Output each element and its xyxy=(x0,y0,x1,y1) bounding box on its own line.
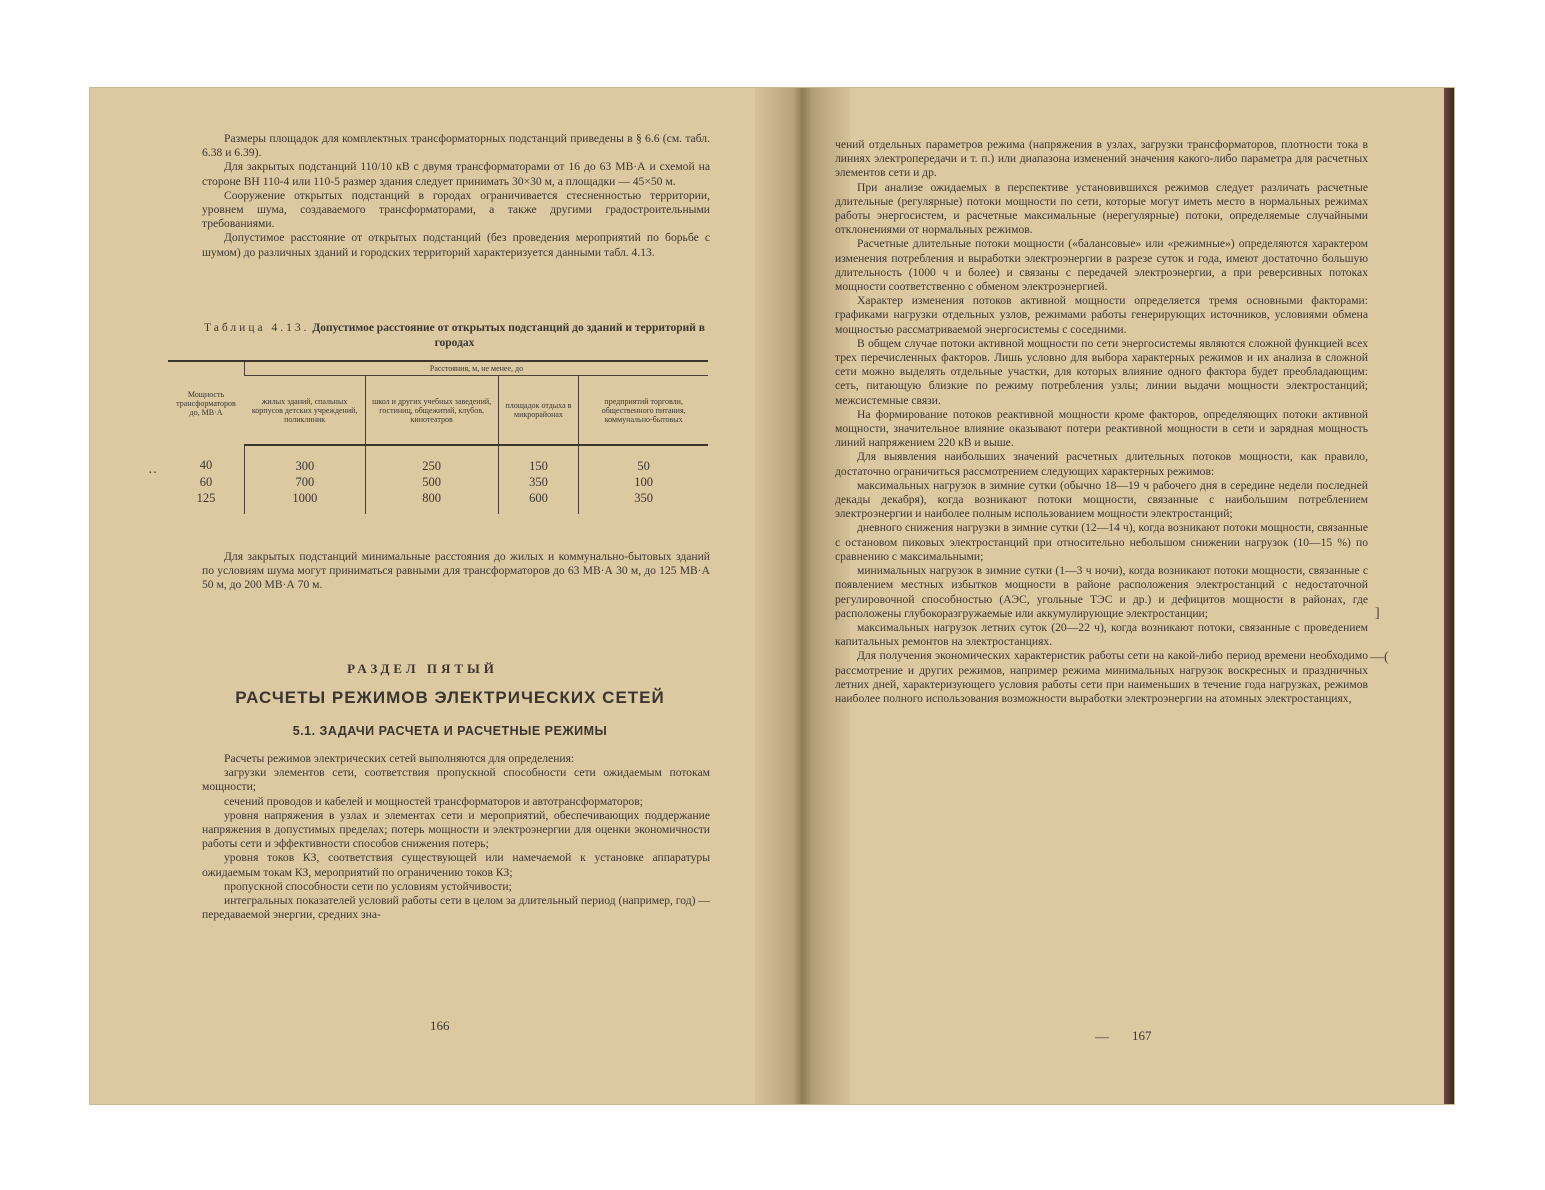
paragraph: максимальных нагрузок в зимние сутки (обычно 18—19 ч рабочего дня в середине недели последней декады декабря), когда возникают потоки мощности, связанные с наибольшим потреблением электроэнергии и наиболее полным использованием мощности электростанций; xyxy=(835,478,1368,521)
page-number: 166 xyxy=(430,1018,450,1033)
part-title: РАЗДЕЛ ПЯТЫЙ xyxy=(347,661,498,676)
table-cell: 40 xyxy=(199,458,213,472)
left-mid-text xyxy=(202,550,710,593)
table-cell: 125 xyxy=(196,491,216,505)
right-page xyxy=(835,88,1444,1104)
table-cell: 800 xyxy=(365,490,498,514)
table-cell: 250 xyxy=(365,445,498,474)
paragraph: На формирование потоков реактивной мощности кроме факторов, определяющих потоки активной мощности, значительное влияние оказывают потери реактивной мощности в сети и зарядная мощность линий напряжением 220 кВ и выше. xyxy=(835,407,1368,450)
paragraph: Допустимое расстояние от открытых подстанций (без проведения мероприятий по борьбе с шумом) до различных зданий и городских территорий характеризуется данными табл. 4.13. xyxy=(202,231,710,259)
margin-mark: ·· xyxy=(148,466,158,481)
table-caption xyxy=(202,321,707,351)
left-top-text xyxy=(202,132,710,260)
table-cell: 100 xyxy=(579,474,708,490)
list-item: пропускной способности сети по условиям устойчивости; xyxy=(224,879,512,893)
distance-table xyxy=(168,360,708,514)
paragraph: дневного снижения нагрузки в зимние сутки (12—14 ч), когда возникают потоки мощности, связанные с остановом пиковых электростанций при относительно небольшом снижении нагрузок (10—15 %) по сравнению с максимальными; xyxy=(835,521,1368,563)
table-cell: 500 xyxy=(365,474,498,490)
table-title: Допустимое расстояние от открытых подстанций до зданий и территорий в городах xyxy=(312,322,705,349)
paragraph: Для выявления наибольших значений расчетных длительных потоков мощности, как правило, достаточно ограничиться рассмотрением следующих характерных режимов: xyxy=(835,450,1368,478)
list-item: загрузки элементов сети, соответствия пропускной способности сети ожидаемым потокам мощности; xyxy=(202,766,710,794)
paragraph: Для закрытых подстанций 110/10 кВ с двумя трансформаторами от 16 до 63 МВ·А и схемой на стороне ВН 110-4 или 110-5 размер здания следует принимать 30×30 м, а площадки — 45×50 м. xyxy=(202,160,710,188)
book-edge xyxy=(1444,88,1454,1104)
paragraph: минимальных нагрузок в зимние сутки (1—3 ч ночи), когда возникают потоки мощности, связанные с появлением местных избытков мощности в районе расположения электростанций с недостаточной регулировочной способностью (АЭС, угольные ТЭС и др.) и дефицитов мощности в районах, где расположены глубокоразгружаемые или аккумулирующие электростанции; xyxy=(835,564,1368,620)
paragraph: Сооружение открытых подстанций в городах ограничивается стесненностью территории, уровнем шума, создаваемого трансформаторами, а также другими градостроительными требованиями. xyxy=(202,188,710,231)
margin-mark: —( xyxy=(1370,650,1389,665)
table-cell: 60 xyxy=(199,475,213,489)
table-header-col: школ и других учебных заведений, гостиниц, общежитий, клубов, кинотеатров xyxy=(365,376,498,446)
table-label: Таблица 4.13. xyxy=(204,322,310,334)
paragraph: Для закрытых подстанций минимальные расстояния до жилых и коммунально-бытовых зданий по условиям шума могут приниматься равными для трансформаторов до 63 МВ·А 30 м, до 125 МВ·А 50 м, до 200 МВ·А 70 м. xyxy=(202,550,710,592)
paragraph: Расчетные длительные потоки мощности («балансовые» или «режимные») определяются характером изменения потребления и выработки электроэнергии в разрезе суток и года, имеют достаточно большую длительность (1000 ч и более) и связаны с передачей электроэнергии, а при реверсивных потоках мощности соответственно с обменом электроэнергией. xyxy=(835,237,1368,294)
paragraph: максимальных нагрузок летних суток (20—22 ч), когда возникают потоки, связанные с проведением капитальных ремонтов на электростанциях. xyxy=(835,620,1368,649)
list-item: уровня токов КЗ, соответствия существующей или намечаемой к установке аппаратуры ожидаемым токам КЗ, мероприятий по ограничению токов КЗ; xyxy=(202,851,710,879)
table-row xyxy=(168,474,708,490)
table-row xyxy=(168,490,708,514)
margin-mark: — xyxy=(1095,1030,1109,1045)
table-header-col: предприятий торговли, общественного питания, коммунально-бытовых xyxy=(579,376,708,446)
section-title: РАСЧЕТЫ РЕЖИМОВ ЭЛЕКТРИЧЕСКИХ СЕТЕЙ xyxy=(235,688,665,707)
paragraph: Расчеты режимов электрических сетей выполняются для определения: xyxy=(224,752,575,765)
book-spread xyxy=(90,88,1454,1104)
table-cell: 1000 xyxy=(245,490,366,514)
list-item: уровня напряжения в узлах и элементах сети и мероприятий, обеспечивающих поддержание напряжения в допустимых пределах; потерь мощности и электроэнергии для оценки экономичности работы сети и эффективности способов снижения потерь; xyxy=(202,808,710,851)
paragraph: В общем случае потоки активной мощности по сети энергосистемы являются сложной функцией всех трех перечисленных факторов. Лишь условно для выбора характерных режимов и их анализа в сложной сети можно выделять отдельные участки, для которых влияние одного фактора будет преобладающим: сеть, питающую близкие по режиму потребления узлы; линии выдачи мощности электростанций; межсистемные связи. xyxy=(835,336,1368,407)
paragraph: Характер изменения потоков активной мощности определяется тремя основными факторами: графиками нагрузки отдельных узлов, режимами работы генерирующих источников, условиями обмена мощностью рассматриваемой энергосистемы с соседними. xyxy=(835,294,1368,336)
list-item: сечений проводов и кабелей и мощностей трансформаторов и автотрансформаторов; xyxy=(224,794,643,808)
page-number: 167 xyxy=(1132,1028,1152,1043)
paragraph: Размеры площадок для комплектных трансформаторных подстанций приведены в § 6.6 (см. табл. 6.38 и 6.39). xyxy=(202,132,710,160)
table-header-group: Расстояния, м, не менее, до xyxy=(245,361,709,376)
table-cell: 150 xyxy=(498,445,579,474)
list-item: интегральных показателей условий работы сети в целом за длительный период (например, год) — передаваемой энергии, средних зна- xyxy=(202,894,710,922)
left-bottom-text xyxy=(202,752,710,922)
paragraph: При анализе ожидаемых в перспективе установившихся режимов следует различать расчетные длительные (регулярные) потоки мощности по сети, которые могут иметь место в нормальных режимах работы энергосистем, и расчетные максимальные (нерегулярные) потоки, определяемые случайными отклонениями от нормальных режимов. xyxy=(835,180,1368,237)
table-cell: 600 xyxy=(498,490,579,514)
table-header-col: площадок отдыха в микрорайонах xyxy=(498,376,579,446)
left-page xyxy=(90,88,755,1104)
table-cell: 50 xyxy=(579,445,708,474)
table-cell: 700 xyxy=(245,474,366,490)
table-cell: 350 xyxy=(498,474,579,490)
paragraph: Для получения экономических характеристик работы сети на какой-либо период времени необходимо рассмотрение и других режимов, например режима минимальных нагрузок воскресных и праздничных летних дней, характеризующего условия работы сети при наименьших в течение года нагрузках, режимов наиболее полного использования возможности выработки электроэнергии на атомных электростанциях, xyxy=(835,649,1368,705)
table-cell: 350 xyxy=(579,490,708,514)
table-row xyxy=(168,445,708,474)
margin-mark: ] xyxy=(1375,606,1380,621)
table-header-col: жилых зданий, спальных корпусов детских учреждений, поликлиник xyxy=(245,376,366,446)
right-text xyxy=(835,138,1368,706)
subsection-title: 5.1. ЗАДАЧИ РАСЧЕТА И РАСЧЕТНЫЕ РЕЖИМЫ xyxy=(292,724,608,738)
table-cell: 300 xyxy=(245,445,366,474)
table-header-power: Мощность трансформаторов до, МВ·А xyxy=(168,361,245,445)
paragraph: чений отдельных параметров режима (напряжения в узлах, загрузки трансформаторов, плотности тока в линиях электропередачи и т. п.) или диапазона изменений значения какого-либо параметра для расчетных элементов сети и др. xyxy=(835,138,1368,180)
